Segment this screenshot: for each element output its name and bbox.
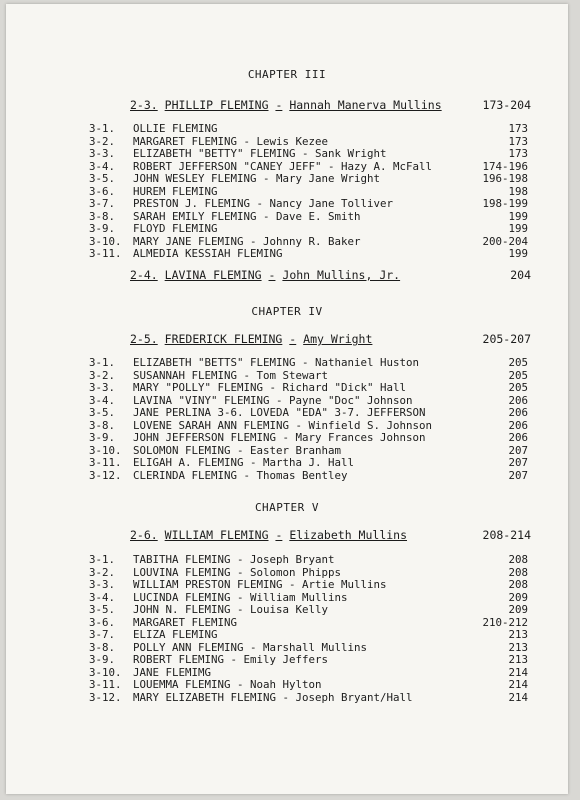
family-separator: - <box>275 528 283 542</box>
entry-row <box>89 198 528 211</box>
entry-row <box>89 357 528 370</box>
entry-name: JOHN WESLEY FLEMING - Mary Jane Wright <box>133 172 381 185</box>
entry-name: ELIZABETH "BETTS" FLEMING - Nathaniel Huston <box>133 356 420 369</box>
entry-page: 206 <box>508 393 528 407</box>
family-number: 2-3. <box>130 98 158 112</box>
entry-row <box>89 248 528 261</box>
entry-name: ALMEDIA KESSIAH FLEMING <box>133 247 283 260</box>
entry-name: WILLIAM PRESTON FLEMING - Artie Mullins <box>133 578 387 591</box>
family-wife: John Mullins, Jr. <box>282 268 401 282</box>
entry-number: 3-3. <box>89 578 116 591</box>
entry-name: TABITHA FLEMING - Joseph Bryant <box>133 553 335 566</box>
entry-page: 210-212 <box>482 615 528 629</box>
entry-name: OLLIE FLEMING <box>133 122 218 135</box>
entry-row <box>89 173 528 186</box>
entry-number: 3-5. <box>89 406 116 419</box>
entry-page: 173 <box>508 122 528 135</box>
entry-number: 3-11. <box>89 678 122 691</box>
entry-name: MARGARET FLEMING <box>133 615 238 629</box>
family-pages: 204 <box>510 268 531 282</box>
entry-number: 3-3. <box>89 381 116 394</box>
entry-page: 207 <box>508 456 528 469</box>
entry-number: 3-10. <box>89 234 122 248</box>
entry-page: 207 <box>508 443 528 457</box>
family-separator: - <box>275 98 283 112</box>
entry-number: 3-4. <box>89 159 116 173</box>
family-husband: WILLIAM FLEMING <box>164 528 269 542</box>
chapter-heading: CHAPTER IV <box>251 305 323 318</box>
entry-number: 3-4. <box>89 590 116 604</box>
entry-row <box>89 407 528 420</box>
entry-page: 173 <box>508 134 528 148</box>
family-husband: FREDERICK FLEMING <box>164 332 283 346</box>
entry-number: 3-5. <box>89 603 116 616</box>
family-wife: Elizabeth Mullins <box>289 528 408 542</box>
entry-number: 3-1. <box>89 553 116 566</box>
family-separator: - <box>289 332 297 346</box>
entry-list <box>89 554 528 704</box>
entry-row <box>89 382 528 395</box>
entry-row <box>89 654 528 667</box>
entry-name: MARY "POLLY" FLEMING - Richard "Dick" Hall <box>133 381 407 394</box>
entry-name: LUCINDA FLEMING - William Mullins <box>133 590 348 604</box>
entry-number: 3-2. <box>89 565 116 579</box>
entry-page: 206 <box>508 418 528 432</box>
entry-page: 205 <box>508 356 528 369</box>
entry-name: MARY ELIZABETH FLEMING - Joseph Bryant/Hall <box>133 690 413 704</box>
entry-page: 208 <box>508 578 528 591</box>
entry-page: 196-198 <box>482 172 528 185</box>
family-heading <box>130 98 531 112</box>
family-couple <box>130 98 442 112</box>
entry-number: 3-5. <box>89 172 116 185</box>
entry-page: 199 <box>508 209 528 223</box>
entry-number: 3-9. <box>89 653 116 666</box>
entry-page: 214 <box>508 678 528 691</box>
entry-name: HUREM FLEMING <box>133 184 218 198</box>
entry-page: 213 <box>508 653 528 666</box>
entry-page: 199 <box>508 222 528 235</box>
entry-page: 198-199 <box>482 197 528 210</box>
family-heading <box>130 528 531 542</box>
entry-number: 3-1. <box>89 122 116 135</box>
entry-number: 3-8. <box>89 418 116 432</box>
family-husband: PHILLIP FLEMING <box>164 98 269 112</box>
entry-number: 3-6. <box>89 184 116 198</box>
entry-name: SARAH EMILY FLEMING - Dave E. Smith <box>133 209 361 223</box>
entry-row <box>89 554 528 567</box>
entry-number: 3-2. <box>89 134 116 148</box>
family-separator: - <box>268 268 276 282</box>
entry-number: 3-11. <box>89 456 122 469</box>
entry-page: 174-196 <box>482 159 528 173</box>
entry-number: 3-1. <box>89 356 116 369</box>
entry-number: 3-10. <box>89 665 122 679</box>
entry-name: SOLOMON FLEMING - Easter Branham <box>133 443 342 457</box>
document-page <box>6 4 568 794</box>
family-number: 2-6. <box>130 528 158 542</box>
entry-page: 205 <box>508 368 528 382</box>
family-number: 2-4. <box>130 268 158 282</box>
entry-page: 205 <box>508 381 528 394</box>
family-pages: 208-214 <box>482 528 531 542</box>
entry-number: 3-12. <box>89 468 122 482</box>
entry-number: 3-9. <box>89 222 116 235</box>
family-couple <box>130 528 407 542</box>
entry-number: 3-3. <box>89 147 116 160</box>
entry-number: 3-11. <box>89 247 122 260</box>
entry-page: 209 <box>508 590 528 604</box>
entry-name: LOVENE SARAH ANN FLEMING - Winfield S. Johnson <box>133 418 433 432</box>
entry-name: MARGARET FLEMING - Lewis Kezee <box>133 134 329 148</box>
entry-number: 3-7. <box>89 197 116 210</box>
entry-list <box>89 123 528 261</box>
entry-name: LOUVINA FLEMING - Solomon Phipps <box>133 565 342 579</box>
entry-name: ROBERT FLEMING - Emily Jeffers <box>133 653 329 666</box>
entry-name: JANE PERLINA 3-6. LOVEDA "EDA" 3-7. JEFFERSON <box>133 406 426 419</box>
entry-name: LAVINA "VINY" FLEMING - Payne "Doc" Johnson <box>133 393 413 407</box>
entry-number: 3-8. <box>89 209 116 223</box>
entry-number: 3-7. <box>89 628 116 641</box>
entry-page: 214 <box>508 665 528 679</box>
entry-name: ELIZABETH "BETTY" FLEMING - Sank Wright <box>133 147 387 160</box>
entry-page: 173 <box>508 147 528 160</box>
entry-name: JANE FLEMIMG <box>133 665 212 679</box>
family-couple <box>130 268 400 282</box>
entry-name: ELIGAH A. FLEMING - Martha J. Hall <box>133 456 355 469</box>
entry-row <box>89 579 528 592</box>
entry-name: CLERINDA FLEMING - Thomas Bentley <box>133 468 348 482</box>
entry-row <box>89 692 528 705</box>
family-wife: Amy Wright <box>303 332 373 346</box>
entry-name: LOUEMMA FLEMING - Noah Hylton <box>133 678 322 691</box>
entry-name: FLOYD FLEMING <box>133 222 218 235</box>
entry-row <box>89 432 528 445</box>
family-heading <box>130 332 531 346</box>
family-number: 2-5. <box>130 332 158 346</box>
entry-number: 3-8. <box>89 640 116 654</box>
family-husband: LAVINA FLEMING <box>164 268 262 282</box>
entry-row <box>89 148 528 161</box>
entry-page: 199 <box>508 247 528 260</box>
entry-number: 3-2. <box>89 368 116 382</box>
entry-row <box>89 679 528 692</box>
entry-page: 198 <box>508 184 528 198</box>
entry-name: ROBERT JEFFERSON "CANEY JEFF" - Hazy A. McFall <box>133 159 433 173</box>
entry-number: 3-12. <box>89 690 122 704</box>
entry-number: 3-4. <box>89 393 116 407</box>
family-pages: 173-204 <box>482 98 531 112</box>
chapter-heading: CHAPTER V <box>254 501 320 514</box>
entry-list <box>89 357 528 482</box>
entry-name: POLLY ANN FLEMING - Marshall Mullins <box>133 640 368 654</box>
entry-number: 3-10. <box>89 443 122 457</box>
entry-row <box>89 604 528 617</box>
entry-page: 209 <box>508 603 528 616</box>
entry-name: ELIZA FLEMING <box>133 628 218 641</box>
entry-number: 3-9. <box>89 431 116 444</box>
entry-page: 206 <box>508 406 528 419</box>
entry-page: 206 <box>508 431 528 444</box>
entry-page: 208 <box>508 553 528 566</box>
entry-row <box>89 457 528 470</box>
family-heading <box>130 268 531 282</box>
entry-name: PRESTON J. FLEMING - Nancy Jane Tolliver <box>133 197 394 210</box>
entry-page: 208 <box>508 565 528 579</box>
entry-name: JOHN JEFFERSON FLEMING - Mary Frances Johnson <box>133 431 426 444</box>
entry-name: JOHN N. FLEMING - Louisa Kelly <box>133 603 329 616</box>
entry-page: 214 <box>508 690 528 704</box>
entry-page: 213 <box>508 640 528 654</box>
chapter-heading: CHAPTER III <box>247 68 327 81</box>
entry-row <box>89 470 528 483</box>
entry-row <box>89 123 528 136</box>
entry-row <box>89 223 528 236</box>
family-pages: 205-207 <box>482 332 531 346</box>
family-couple <box>130 332 372 346</box>
entry-page: 207 <box>508 468 528 482</box>
entry-row <box>89 629 528 642</box>
entry-page: 213 <box>508 628 528 641</box>
entry-page: 200-204 <box>482 234 528 248</box>
entry-name: MARY JANE FLEMING - Johnny R. Baker <box>133 234 361 248</box>
entry-name: SUSANNAH FLEMING - Tom Stewart <box>133 368 329 382</box>
family-wife: Hannah Manerva Mullins <box>289 98 442 112</box>
entry-number: 3-6. <box>89 615 116 629</box>
